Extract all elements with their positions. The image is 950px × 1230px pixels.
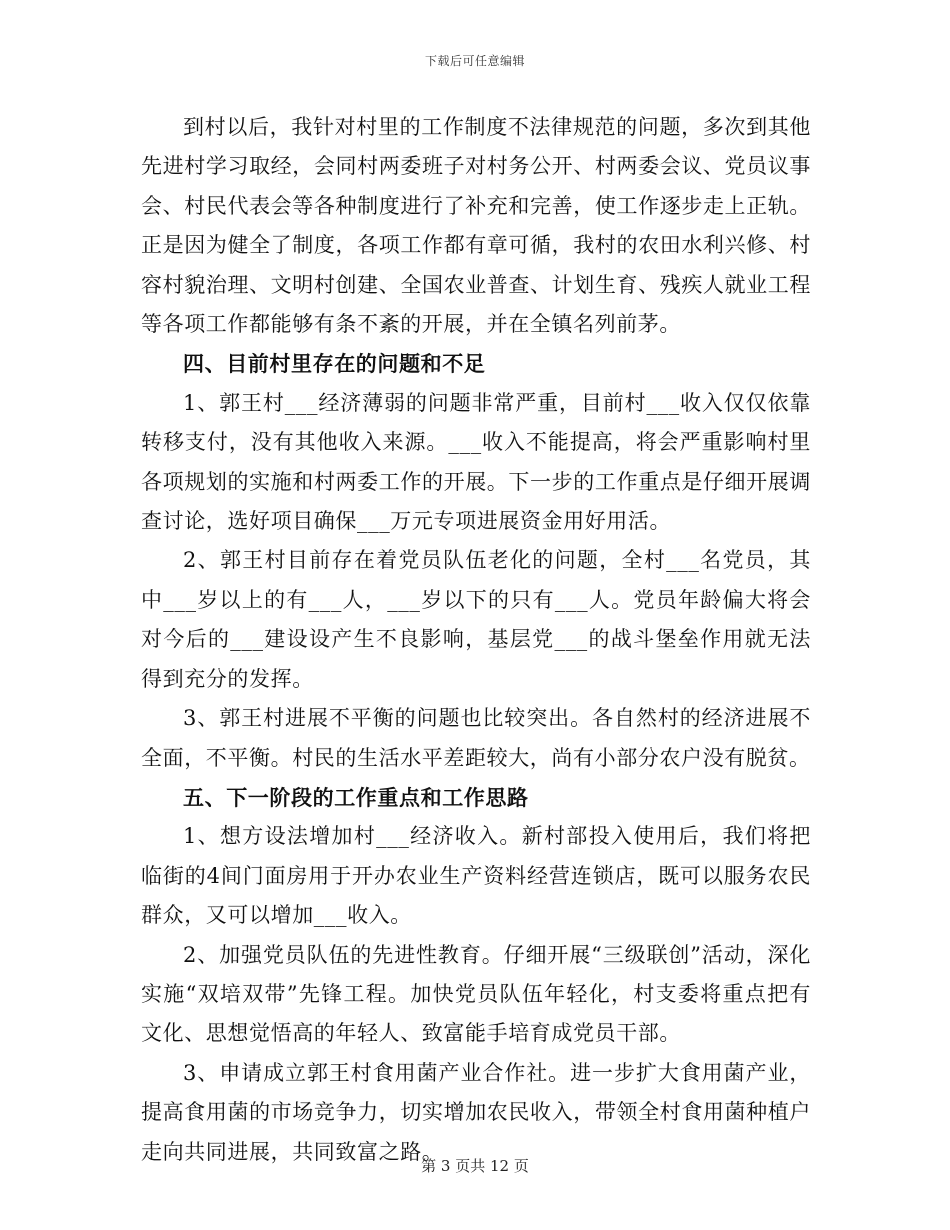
page-header: 下载后可任意编辑 [424, 54, 525, 68]
paragraph-plan-1: 1、想方设法增加村___经济收入。新村部投入使用后，我们将把临街的4间门面房用于开办农业生产资料经营连锁店，既可以服务农民群众，又可以增加___收入。 [141, 824, 811, 928]
paragraph-problem-3: 3、郭王村进展不平衡的问题也比较突出。各自然村的经济进展不全面，不平衡。村民的生活水平差距较大，尚有小部分农户没有脱贫。 [141, 706, 811, 770]
paragraph-plan-3: 3、申请成立郭王村食用菌产业合作社。进一步扩大食用菌产业，提高食用菌的市场竞争力，切实增加农民收入，带领全村食用菌种植户走向共同进展，共同致富之路。 [141, 1060, 811, 1164]
paragraph-problem-1: 1、郭王村___经济薄弱的问题非常严重，目前村___收入仅仅依靠转移支付，没有其他收入来源。___收入不能提高，将会严重影响村里各项规划的实施和村两委工作的开展。下一步的工作重点是仔细开展调查讨论，选好项目确保___万元专项进展资金用好用活。 [141, 390, 811, 534]
page-number-footer: 第 3 页共 12 页 [421, 1157, 529, 1175]
document-body [141, 108, 811, 1172]
section-heading-next-steps: 五、下一阶段的工作重点和工作思路 [183, 784, 529, 810]
section-heading-problems: 四、目前村里存在的问题和不足 [183, 351, 486, 377]
paragraph-plan-2: 2、加强党员队伍的先进性教育。仔细开展“三级联创”活动，深化实施“双培双带”先锋工程。加快党员队伍年轻化，村支委将重点把有文化、思想觉悟高的年轻人、致富能手培育成党员干部。 [141, 942, 811, 1046]
paragraph-system-improvement: 到村以后，我针对村里的工作制度不法律规范的问题，多次到其他先进村学习取经，会同村两委班子对村务公开、村两委会议、党员议事会、村民代表会等各种制度进行了补充和完善，使工作逐步走上正轨。正是因为健全了制度，各项工作都有章可循，我村的农田水利兴修、村容村貌治理、文明村创建、全国农业普查、计划生育、残疾人就业工程等各项工作都能够有条不紊的开展，并在全镇名列前茅。 [141, 115, 811, 337]
paragraph-problem-2: 2、郭王村目前存在着党员队伍老化的问题，全村___名党员，其中___岁以上的有___人，___岁以下的只有___人。党员年龄偏大将会对今后的___建设设产生不良影响，基层党___的战斗堡垒作用就无法得到充分的发挥。 [141, 548, 811, 691]
